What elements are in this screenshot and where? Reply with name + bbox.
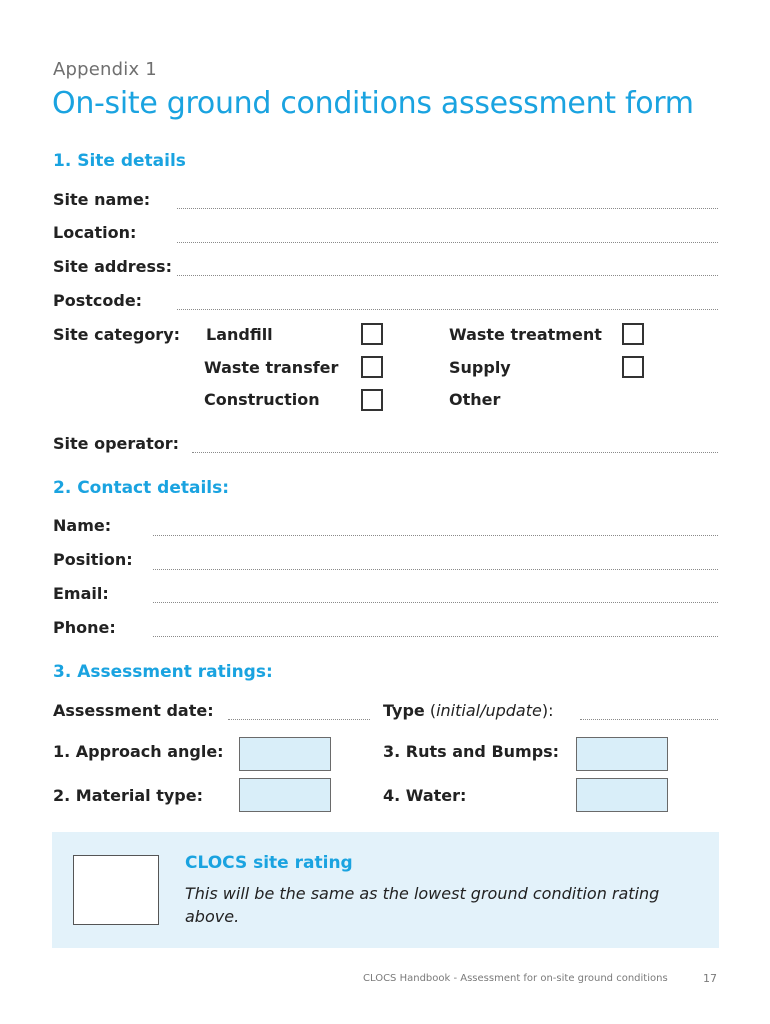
footer-text: CLOCS Handbook - Assessment for on-site ground conditions [363, 973, 668, 984]
site-category-label: Site category: [53, 325, 181, 344]
name-label: Name: [53, 516, 112, 535]
ruts-bumps-rating-box[interactable] [576, 737, 668, 771]
category-supply-checkbox[interactable] [622, 356, 644, 378]
email-label: Email: [53, 584, 109, 603]
material-type-label: 2. Material type: [53, 786, 204, 805]
assessment-date-field[interactable] [228, 719, 370, 720]
ruts-bumps-label: 3. Ruts and Bumps: [383, 742, 560, 761]
email-field[interactable] [153, 602, 718, 603]
approach-angle-label: 1. Approach angle: [53, 742, 224, 761]
position-field[interactable] [153, 569, 718, 570]
postcode-field[interactable] [177, 309, 718, 310]
type-label-text: Type [383, 701, 425, 720]
position-label: Position: [53, 550, 133, 569]
page-title: On-site ground conditions assessment form [52, 86, 694, 121]
category-waste-transfer-checkbox[interactable] [361, 356, 383, 378]
page-number: 17 [703, 972, 717, 985]
assessment-date-label: Assessment date: [53, 701, 214, 720]
clocs-site-rating-box[interactable] [73, 855, 159, 925]
site-name-label: Site name: [53, 190, 151, 209]
site-operator-label: Site operator: [53, 434, 179, 453]
appendix-label: Appendix 1 [53, 59, 157, 80]
section-assessment-ratings-heading: 3. Assessment ratings: [53, 662, 273, 682]
category-landfill-label: Landfill [206, 325, 273, 344]
approach-angle-rating-box[interactable] [239, 737, 331, 771]
category-construction-label: Construction [204, 390, 320, 409]
section-contact-details-heading: 2. Contact details: [53, 478, 230, 498]
category-construction-checkbox[interactable] [361, 389, 383, 411]
site-name-field[interactable] [177, 208, 718, 209]
water-rating-box[interactable] [576, 778, 668, 812]
category-waste-transfer-label: Waste transfer [204, 358, 339, 377]
type-paren-close: ): [541, 701, 554, 720]
category-supply-label: Supply [449, 358, 511, 377]
postcode-label: Postcode: [53, 291, 143, 310]
assessment-type-label [383, 701, 553, 720]
category-waste-treatment-checkbox[interactable] [622, 323, 644, 345]
material-type-rating-box[interactable] [239, 778, 331, 812]
name-field[interactable] [153, 535, 718, 536]
type-paren-open: ( [424, 701, 437, 720]
category-landfill-checkbox[interactable] [361, 323, 383, 345]
assessment-type-field[interactable] [580, 719, 718, 720]
clocs-rating-description: This will be the same as the lowest ground condition rating above. [185, 884, 660, 926]
category-other-label: Other [449, 390, 501, 409]
section-site-details-heading: 1. Site details [53, 151, 186, 171]
site-address-field[interactable] [177, 275, 718, 276]
location-label: Location: [53, 223, 137, 242]
site-operator-field[interactable] [192, 452, 718, 453]
type-options-text: initial/update [436, 701, 542, 720]
water-label: 4. Water: [383, 786, 467, 805]
clocs-rating-title: CLOCS site rating [185, 853, 353, 873]
site-address-label: Site address: [53, 257, 172, 276]
phone-label: Phone: [53, 618, 116, 637]
category-waste-treatment-label: Waste treatment [449, 325, 602, 344]
phone-field[interactable] [153, 636, 718, 637]
location-field[interactable] [177, 242, 718, 243]
